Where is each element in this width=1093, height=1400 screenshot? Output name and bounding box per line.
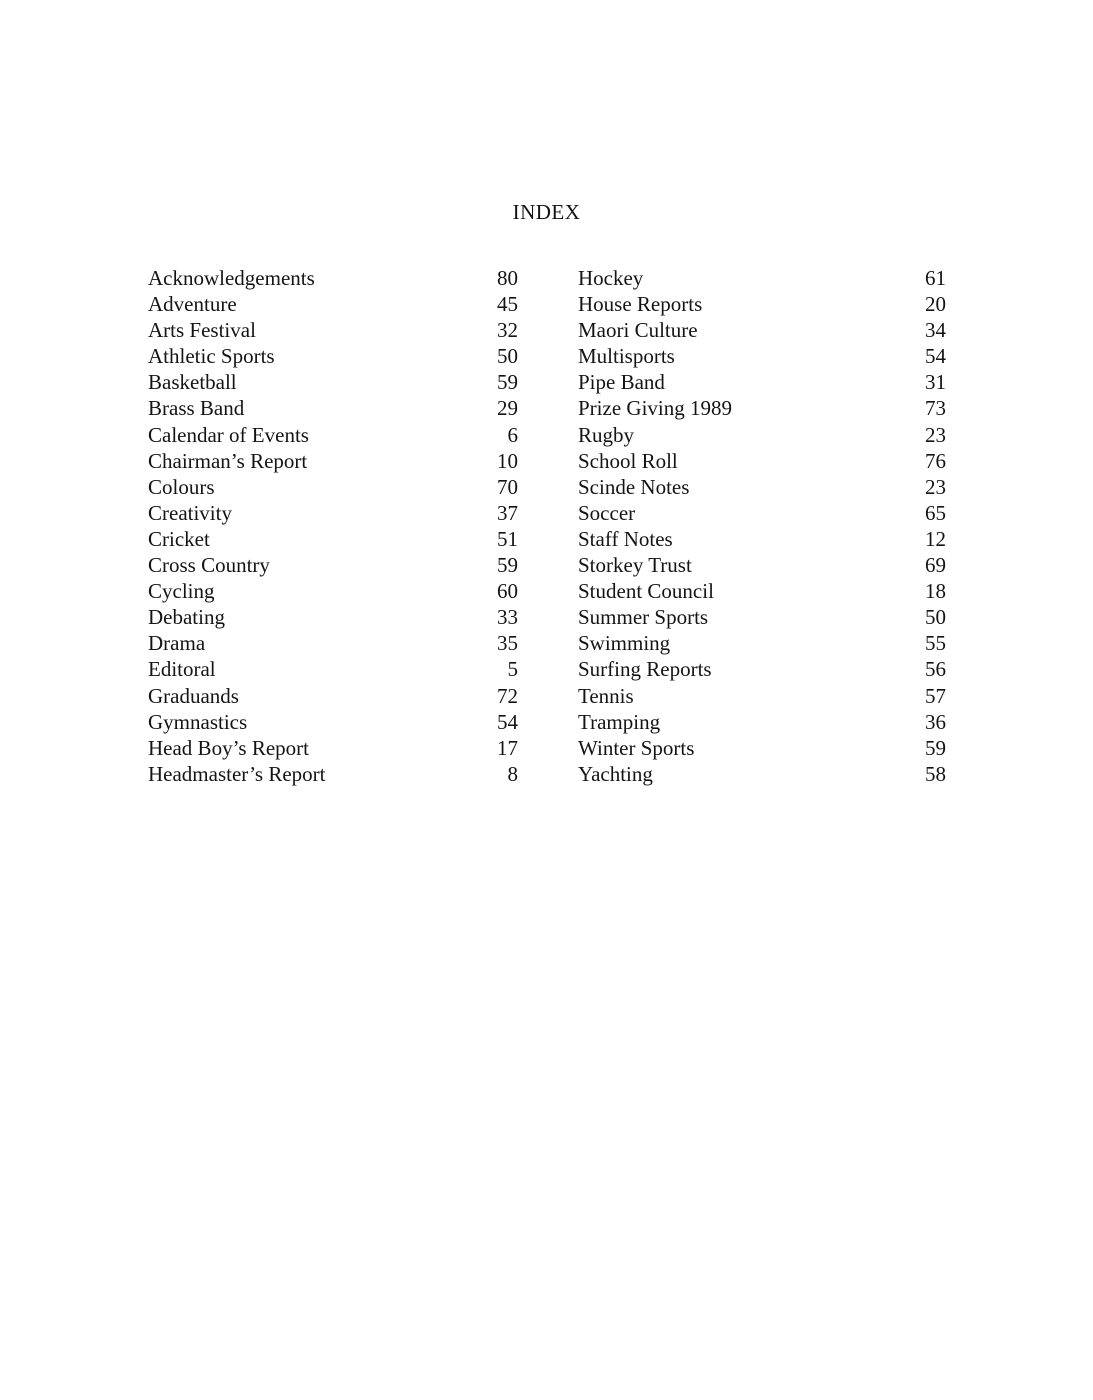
entry-title: Calendar of Events (148, 422, 309, 447)
index-entry (148, 369, 518, 395)
entry-page: 33 (497, 605, 518, 630)
index-entry (578, 656, 946, 682)
index-entry (148, 735, 518, 761)
entry-title: Arts Festival (148, 318, 256, 343)
index-entry (578, 552, 946, 578)
entry-page: 72 (497, 683, 518, 708)
entry-page: 12 (925, 526, 946, 551)
entry-title: Tennis (578, 683, 634, 708)
entry-title: Maori Culture (578, 318, 698, 343)
index-entry (148, 709, 518, 735)
entry-title: Athletic Sports (148, 344, 275, 369)
entry-title: Adventure (148, 292, 237, 317)
index-entry (148, 656, 518, 682)
index-entry (578, 735, 946, 761)
index-entry (148, 683, 518, 709)
entry-title: Graduands (148, 683, 239, 708)
entry-page: 58 (925, 761, 946, 786)
entry-page: 36 (925, 709, 946, 734)
entry-title: Tramping (578, 709, 661, 734)
index-entry (578, 474, 946, 500)
entry-page: 80 (497, 266, 518, 290)
entry-title: Editoral (148, 657, 216, 682)
entry-page: 69 (925, 553, 946, 578)
entry-title: Summer Sports (578, 605, 709, 630)
entry-title: Cycling (148, 579, 215, 604)
entry-page: 18 (925, 579, 946, 604)
index-entry (578, 604, 946, 630)
index-entry (148, 265, 518, 291)
index-entry (578, 422, 946, 448)
entry-page: 76 (925, 448, 946, 473)
index-column-right (578, 265, 946, 787)
index-entry (578, 578, 946, 604)
entry-page: 54 (497, 709, 518, 734)
entry-page: 61 (925, 266, 946, 290)
index-entry (578, 761, 946, 787)
index-entry (148, 317, 518, 343)
index-entry (148, 630, 518, 656)
entry-title: Soccer (578, 500, 636, 525)
index-column-left (148, 265, 518, 787)
entry-title: House Reports (578, 292, 703, 317)
entry-title: Staff Notes (578, 526, 673, 551)
page-title: INDEX (512, 200, 581, 224)
entry-page: 65 (925, 500, 946, 525)
entry-title: Surfing Reports (578, 657, 712, 682)
entry-page: 45 (497, 292, 518, 317)
index-entry (148, 474, 518, 500)
index-entry (578, 683, 946, 709)
entry-page: 51 (497, 526, 518, 551)
entry-title: Cross Country (148, 553, 270, 578)
index-entry (578, 395, 946, 421)
entry-page: 23 (925, 422, 946, 447)
entry-title: Cricket (148, 526, 210, 551)
index-entry (148, 422, 518, 448)
entry-title: Brass Band (148, 396, 245, 421)
entry-title: School Roll (578, 448, 678, 473)
entry-page: 37 (497, 500, 518, 525)
entry-title: Basketball (148, 370, 237, 395)
entry-title: Swimming (578, 631, 671, 656)
entry-title: Creativity (148, 500, 232, 525)
entry-title: Prize Giving 1989 (578, 396, 732, 421)
index-entry (578, 317, 946, 343)
entry-title: Hockey (578, 266, 644, 290)
index-entry (148, 552, 518, 578)
index-entry (148, 526, 518, 552)
entry-page: 70 (497, 474, 518, 499)
entry-page: 59 (925, 735, 946, 760)
entry-page: 31 (925, 370, 946, 395)
entry-title: Drama (148, 631, 206, 656)
index-entry (578, 709, 946, 735)
entry-page: 50 (497, 344, 518, 369)
entry-page: 5 (507, 657, 518, 682)
index-entry (148, 604, 518, 630)
entry-page: 56 (925, 657, 946, 682)
index-entry (148, 500, 518, 526)
entry-title: Scinde Notes (578, 474, 690, 499)
entry-page: 10 (497, 448, 518, 473)
entry-title: Multisports (578, 344, 675, 369)
index-entry (578, 630, 946, 656)
entry-title: Headmaster’s Report (148, 761, 326, 786)
entry-title: Yachting (578, 761, 653, 786)
entry-title: Head Boy’s Report (148, 735, 309, 760)
entry-title: Winter Sports (578, 735, 695, 760)
entry-title: Colours (148, 474, 215, 499)
entry-page: 59 (497, 370, 518, 395)
index-entry (578, 291, 946, 317)
index-entry (578, 526, 946, 552)
entry-page: 34 (925, 318, 946, 343)
index-entry (148, 761, 518, 787)
entry-title: Student Council (578, 579, 714, 604)
index-entry (148, 578, 518, 604)
entry-page: 32 (497, 318, 518, 343)
entry-page: 60 (497, 579, 518, 604)
entry-title: Gymnastics (148, 709, 248, 734)
entry-page: 57 (925, 683, 946, 708)
index-entry (578, 265, 946, 291)
entry-title: Rugby (578, 422, 635, 447)
index-entry (148, 343, 518, 369)
entry-title: Pipe Band (578, 370, 665, 395)
index-entry (578, 500, 946, 526)
entry-page: 8 (507, 761, 518, 786)
entry-title: Storkey Trust (578, 553, 692, 578)
entry-page: 23 (925, 474, 946, 499)
entry-page: 29 (497, 396, 518, 421)
entry-page: 50 (925, 605, 946, 630)
entry-page: 6 (507, 422, 518, 447)
index-entry (148, 291, 518, 317)
entry-page: 59 (497, 553, 518, 578)
index-entry (148, 395, 518, 421)
entry-page: 73 (925, 396, 946, 421)
entry-title: Debating (148, 605, 225, 630)
entry-page: 54 (925, 344, 946, 369)
entry-page: 20 (925, 292, 946, 317)
index-entry (578, 343, 946, 369)
entry-page: 17 (497, 735, 518, 760)
index-entry (148, 448, 518, 474)
index-entry (578, 448, 946, 474)
entry-title: Acknowledgements (148, 266, 315, 290)
entry-title: Chairman’s Report (148, 448, 308, 473)
entry-page: 35 (497, 631, 518, 656)
entry-page: 55 (925, 631, 946, 656)
index-entry (578, 369, 946, 395)
